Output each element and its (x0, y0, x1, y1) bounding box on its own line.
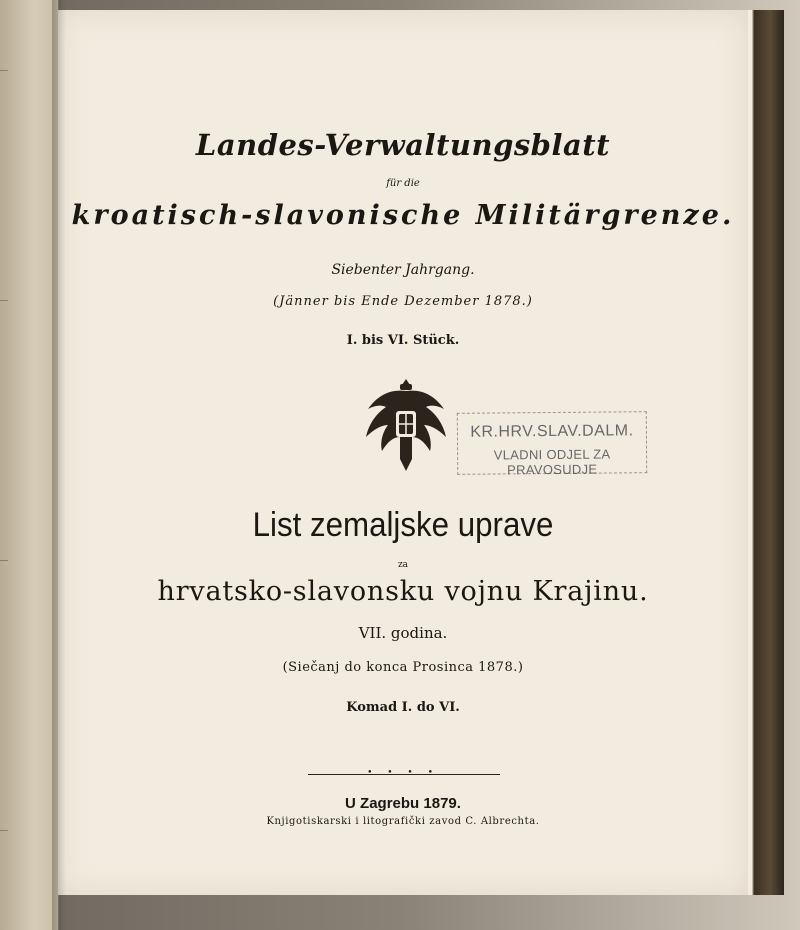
croatian-period: (Siečanj do konca Prosinca 1878.) (282, 660, 524, 675)
spine-shadow (52, 0, 66, 930)
croatian-subtitle: hrvatsko-slavonsku vojnu Krajinu. (157, 576, 649, 607)
rule-ornament: • • • • (367, 768, 439, 778)
double-headed-eagle-crest-icon (360, 375, 452, 475)
german-title: Landes-Verwaltungsblatt (195, 128, 611, 162)
croatian-year: VII. godina. (358, 624, 448, 642)
page-notch (0, 70, 8, 71)
page-notch (0, 830, 8, 831)
croatian-for: za (397, 560, 409, 570)
stamp-line-2: VLADNI ODJEL ZA PRAVOSUDJE (493, 446, 611, 478)
imprint-place: U Zagrebu 1879. (345, 795, 461, 812)
archive-stamp (457, 411, 648, 478)
page-notch (0, 560, 8, 561)
imprint-printer: Knjigotiskarski i litografički zavod C. Albrechta. (266, 816, 540, 827)
croatian-title: List zemaljske uprave (252, 506, 554, 544)
german-for: für die (386, 178, 420, 189)
croatian-issues: Komad I. do VI. (346, 700, 460, 715)
title-page (58, 10, 748, 895)
stamp-line-1: KR.HRV.SLAV.DALM. (470, 422, 634, 441)
german-issues: I. bis VI. Stück. (346, 333, 460, 348)
german-year: Siebenter Jahrgang. (331, 262, 475, 278)
facing-page-edge (0, 0, 59, 930)
german-period: (Jänner bis Ende Dezember 1878.) (273, 294, 533, 309)
german-subtitle: kroatisch-slavonische Militärgrenze. (71, 200, 735, 231)
page-notch (0, 300, 8, 301)
